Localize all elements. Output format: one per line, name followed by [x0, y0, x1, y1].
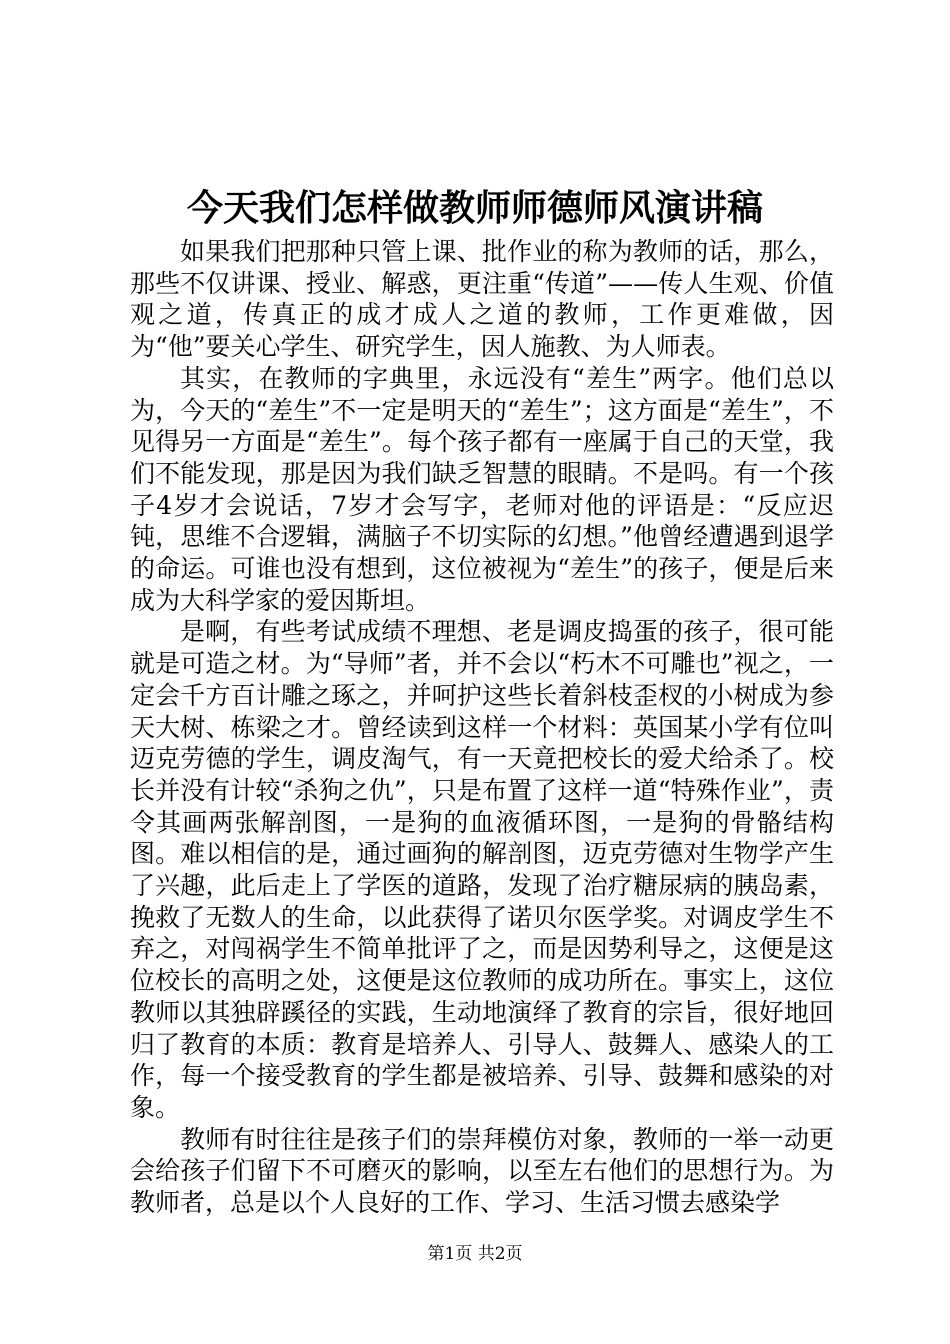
paragraph-1: 如果我们把那种只管上课、批作业的称为教师的话，那么，那些不仅讲课、授业、解惑，更注重“传道”——传人生观、价值观之道，传真正的成才成人之道的教师，工作更难做，因为“他”要关心学生、研究学生，因人施教、为人师表。 — [130, 237, 834, 362]
paragraph-3: 是啊，有些考试成绩不理想、老是调皮捣蛋的孩子，很可能就是可造之材。为“导师”者，并不会以“朽木不可雕也”视之，一定会千方百计雕之琢之，并呵护这些长着斜枝歪杈的小树成为参天大树、栋梁之才。曾经读到这样一个材料：英国某小学有位叫迈克劳德的学生，调皮淘气，有一天竟把校长的爱犬给杀了。校长并没有计较“杀狗之仇”，只是布置了这样一道“特殊作业”，责令其画两张解剖图，一是狗的血液循环图，一是狗的骨骼结构图。难以相信的是，通过画狗的解剖图，迈克劳德对生物学产生了兴趣，此后走上了学医的道路，发现了治疗糖尿病的胰岛素，挽救了无数人的生命，以此获得了诺贝尔医学奖。对调皮学生不弃之，对闯祸学生不简单批评了之，而是因势利导之，这便是这位校长的高明之处，这便是这位教师的成功所在。事实上，这位教师以其独辟蹊径的实践，生动地演绎了教育的宗旨，很好地回归了教育的本质：教育是培养人、引导人、鼓舞人、感染人的工作，每一个接受教育的学生都是被培养、引导、鼓舞和感染的对象。 — [130, 617, 834, 1122]
paragraph-2: 其实，在教师的字典里，永远没有“差生”两字。他们总以为，今天的“差生”不一定是明天的“差生”；这方面是“差生”，不见得另一方面是“差生”。每个孩子都有一座属于自己的天堂，我们不能发现，那是因为我们缺乏智慧的眼睛。不是吗。有一个孩子4岁才会说话，7岁才会写字，老师对他的评语是：“反应迟钝，思维不合逻辑，满脑子不切实际的幻想。”他曾经遭遇到退学的命运。可谁也没有想到，这位被视为“差生”的孩子，便是后来成为大科学家的爱因斯坦。 — [130, 363, 834, 615]
document-title: 今天我们怎样做教师师德师风演讲稿 — [186, 187, 763, 229]
page-footer — [0, 1242, 950, 1266]
document-body — [130, 236, 834, 1219]
paragraph-4: 教师有时往往是孩子们的崇拜模仿对象，教师的一举一动更会给孩子们留下不可磨灭的影响，以至左右他们的思想行为。为教师者，总是以个人良好的工作、学习、生活习惯去感染学 — [130, 1124, 834, 1218]
page-number: 第1页 共2页 — [427, 1244, 523, 1264]
